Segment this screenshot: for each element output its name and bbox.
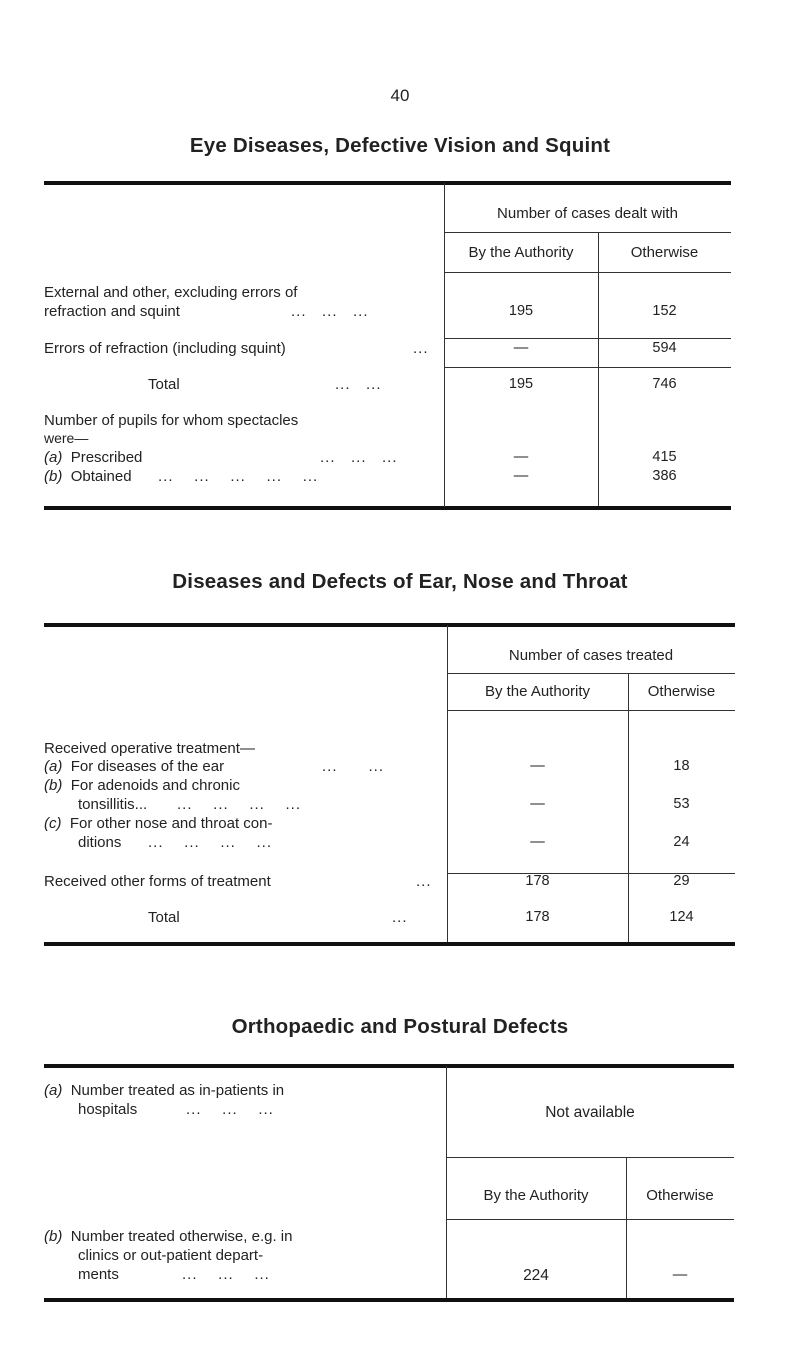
eye-header-group: Number of cases dealt with <box>497 205 678 222</box>
ortho-subheader-rule <box>446 1219 734 1220</box>
ent-row-b-otherwise: 53 <box>673 796 690 812</box>
eye-total-authority: 195 <box>508 376 534 392</box>
ent-col-authority: By the Authority <box>484 683 591 700</box>
eye-subheader-rule <box>444 272 731 273</box>
ent-other-authority: 178 <box>525 873 550 889</box>
eye-row1-label-line1: External and other, excluding errors of <box>44 284 298 301</box>
ortho-bottom-rule <box>44 1298 734 1302</box>
ent-table-title: Diseases and Defects of Ear, Nose and Throat <box>172 570 628 593</box>
eye-total-otherwise: 746 <box>652 376 677 392</box>
eye-row-b-authority: — <box>513 468 529 484</box>
ent-row-b-authority: — <box>530 796 545 812</box>
ortho-row-a-value: Not available <box>545 1104 635 1121</box>
eye-row-a-authority: — <box>513 449 529 465</box>
eye-row1-otherwise: 152 <box>652 303 677 319</box>
eye-spectacles-line1: Number of pupils for whom spectacles <box>44 412 299 429</box>
ent-row-c-authority: — <box>530 834 545 850</box>
eye-spectacles-line2: were— <box>44 430 89 446</box>
page-number: 40 <box>390 86 410 105</box>
ent-total-label: Total ... <box>148 909 408 926</box>
eye-row1-authority: 195 <box>508 303 534 319</box>
eye-row-a-otherwise: 415 <box>652 449 677 465</box>
ent-row-a-otherwise: 18 <box>673 758 690 774</box>
ent-subheader-rule <box>447 710 735 711</box>
ent-row-c-label-line1: (c) For other nose and throat con- <box>44 815 273 832</box>
ortho-row-b-authority: 224 <box>523 1267 549 1284</box>
eye-col-authority: By the Authority <box>468 244 574 261</box>
ortho-col-divider <box>446 1066 447 1298</box>
ortho-row-b-label-line1: (b) Number treated otherwise, e.g. in <box>44 1228 293 1245</box>
ent-row-b-label-line2: tonsillitis... ... ... ... ... <box>78 796 302 813</box>
eye-row2-authority: — <box>513 340 529 356</box>
eye-total-bottom-rule <box>444 367 731 368</box>
ortho-table-title: Orthopaedic and Postural Defects <box>231 1015 569 1038</box>
ent-bottom-rule <box>44 942 735 946</box>
ent-row-a-authority: — <box>530 758 545 774</box>
ent-other-treatment-label: Received other forms of treatment ... <box>44 873 432 890</box>
ent-row-c-label-line2: ditions ... ... ... ... <box>78 834 273 851</box>
ent-header-group: Number of cases treated <box>508 647 674 664</box>
ortho-row-a-label-line1: (a) Number treated as in-patients in <box>44 1082 285 1099</box>
eye-row2-otherwise: 594 <box>652 340 677 356</box>
ent-row-a-label: (a) For diseases of the ear ... ... <box>44 758 385 775</box>
ortho-header-rule <box>446 1157 734 1158</box>
ent-operative-heading: Received operative treatment— <box>44 740 255 757</box>
eye-total-label: Total ... ... <box>148 376 382 393</box>
ortho-row-b-label-line3: ments ... ... ... <box>78 1266 270 1283</box>
ent-total-otherwise: 124 <box>669 909 694 925</box>
ortho-col-authority: By the Authority <box>483 1187 589 1204</box>
eye-table-title: Eye Diseases, Defective Vision and Squint <box>189 134 611 157</box>
eye-row-b-label: (b) Obtained ... ... ... ... ... <box>44 468 319 485</box>
ortho-row-a-label-line2: hospitals ... ... ... <box>78 1101 274 1118</box>
ent-top-rule <box>44 623 735 627</box>
ent-total-authority: 178 <box>525 909 550 925</box>
ortho-row-b-label-line2: clinics or out-patient depart- <box>78 1247 264 1264</box>
eye-header-rule <box>444 232 731 233</box>
ent-other-otherwise: 29 <box>673 873 690 889</box>
eye-col-otherwise: Otherwise <box>630 244 699 261</box>
eye-row2-label: Errors of refraction (including squint) ... <box>44 340 429 357</box>
ortho-col-otherwise: Otherwise <box>646 1187 714 1204</box>
ent-row-b-label-line1: (b) For adenoids and chronic <box>44 777 240 794</box>
eye-row1-label-line2: refraction and squint ... ... ... <box>44 303 369 320</box>
eye-total-top-rule <box>444 338 731 339</box>
ent-header-rule <box>447 673 735 674</box>
eye-row-a-label: (a) Prescribed ... ... ... <box>44 449 398 466</box>
eye-bottom-rule <box>44 506 731 510</box>
ent-col-otherwise: Otherwise <box>647 683 716 700</box>
ortho-top-rule <box>44 1064 734 1068</box>
eye-row-b-otherwise: 386 <box>652 468 677 484</box>
eye-top-rule <box>44 181 731 185</box>
ent-row-c-otherwise: 24 <box>673 834 690 850</box>
ortho-row-b-otherwise: — <box>672 1267 688 1283</box>
